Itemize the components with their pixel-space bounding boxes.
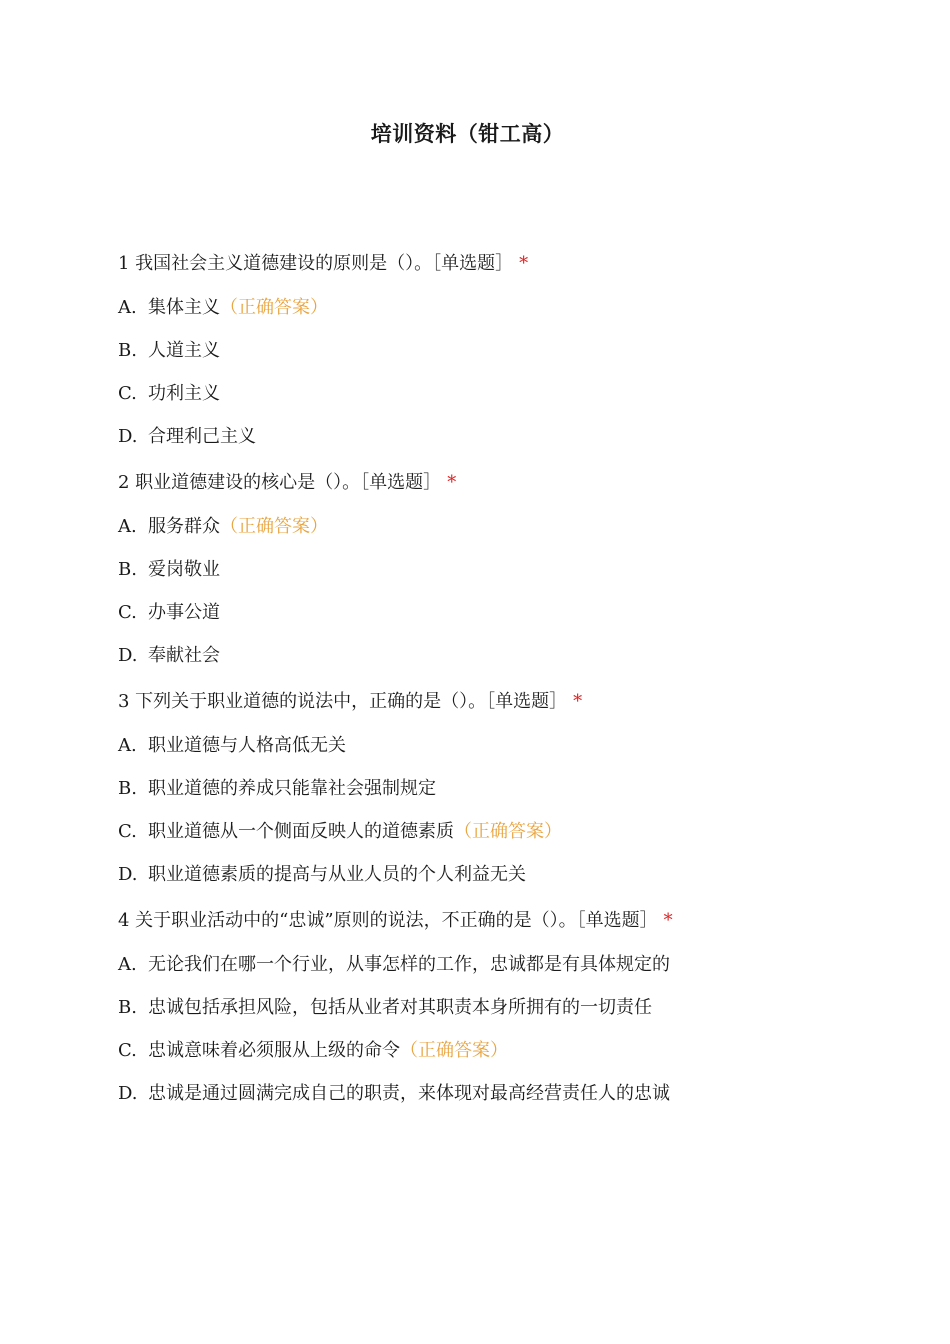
option-d[interactable] bbox=[118, 644, 748, 687]
required-marker: * bbox=[663, 910, 673, 931]
question-text bbox=[118, 471, 748, 495]
option-letter: B. bbox=[118, 997, 137, 1018]
question-3 bbox=[118, 690, 748, 906]
option-letter: D. bbox=[118, 645, 138, 666]
question-stem: 4 关于职业活动中的“忠诚”原则的说法，不正确的是（）。［单选题］ bbox=[118, 910, 658, 931]
option-text: 职业道德素质的提高与从业人员的个人利益无关 bbox=[148, 864, 526, 885]
question-1 bbox=[118, 252, 748, 468]
option-a[interactable] bbox=[118, 953, 748, 996]
option-letter: D. bbox=[118, 1083, 138, 1104]
option-b[interactable] bbox=[118, 339, 748, 382]
option-c[interactable] bbox=[118, 1039, 748, 1082]
option-text: 忠诚包括承担风险，包括从业者对其职责本身所拥有的一切责任 bbox=[148, 997, 652, 1018]
option-text: 职业道德从一个侧面反映人的道德素质 bbox=[148, 821, 454, 842]
option-text: 合理利己主义 bbox=[148, 426, 256, 447]
option-a[interactable] bbox=[118, 734, 748, 777]
option-a[interactable] bbox=[118, 515, 748, 558]
option-letter: D. bbox=[118, 864, 138, 885]
required-marker: * bbox=[519, 253, 529, 274]
option-text: 忠诚是通过圆满完成自己的职责，来体现对最高经营责任人的忠诚 bbox=[148, 1083, 670, 1104]
question-stem: 2 职业道德建设的核心是（）。［单选题］ bbox=[118, 472, 442, 493]
question-2 bbox=[118, 471, 748, 687]
required-marker: * bbox=[573, 691, 583, 712]
option-text: 服务群众 bbox=[148, 516, 220, 537]
question-text bbox=[118, 252, 748, 276]
question-list bbox=[118, 252, 748, 1125]
correct-answer-tag: （正确答案） bbox=[220, 516, 328, 537]
correct-answer-tag: （正确答案） bbox=[400, 1040, 508, 1061]
option-d[interactable] bbox=[118, 425, 748, 468]
option-b[interactable] bbox=[118, 777, 748, 820]
option-letter: C. bbox=[118, 383, 137, 404]
option-letter: A. bbox=[118, 954, 137, 975]
option-letter: C. bbox=[118, 602, 137, 623]
question-4 bbox=[118, 909, 748, 1125]
option-b[interactable] bbox=[118, 558, 748, 601]
option-letter: A. bbox=[118, 297, 137, 318]
option-letter: B. bbox=[118, 778, 137, 799]
option-letter: B. bbox=[118, 559, 137, 580]
option-letter: A. bbox=[118, 516, 137, 537]
question-stem: 1 我国社会主义道德建设的原则是（）。［单选题］ bbox=[118, 253, 514, 274]
option-text: 人道主义 bbox=[148, 340, 220, 361]
option-text: 爱岗敬业 bbox=[148, 559, 220, 580]
question-text bbox=[118, 690, 748, 714]
option-text: 职业道德与人格高低无关 bbox=[148, 735, 346, 756]
option-b[interactable] bbox=[118, 996, 748, 1039]
option-letter: B. bbox=[118, 340, 137, 361]
correct-answer-tag: （正确答案） bbox=[454, 821, 562, 842]
option-text: 无论我们在哪一个行业，从事怎样的工作，忠诚都是有具体规定的 bbox=[148, 954, 670, 975]
option-c[interactable] bbox=[118, 382, 748, 425]
required-marker: * bbox=[447, 472, 457, 493]
correct-answer-tag: （正确答案） bbox=[220, 297, 328, 318]
option-text: 办事公道 bbox=[148, 602, 220, 623]
document-title: 培训资料（钳工高） bbox=[370, 122, 565, 146]
question-text bbox=[118, 909, 740, 933]
question-stem: 3 下列关于职业道德的说法中，正确的是（）。［单选题］ bbox=[118, 691, 568, 712]
option-text: 职业道德的养成只能靠社会强制规定 bbox=[148, 778, 436, 799]
option-a[interactable] bbox=[118, 296, 748, 339]
option-letter: A. bbox=[118, 735, 137, 756]
option-text: 忠诚意味着必须服从上级的命令 bbox=[148, 1040, 400, 1061]
option-text: 功利主义 bbox=[148, 383, 220, 404]
option-d[interactable] bbox=[118, 863, 748, 906]
option-d[interactable] bbox=[118, 1082, 748, 1125]
option-c[interactable] bbox=[118, 820, 748, 863]
option-text: 奉献社会 bbox=[148, 645, 220, 666]
option-text: 集体主义 bbox=[148, 297, 220, 318]
option-letter: C. bbox=[118, 821, 137, 842]
option-letter: C. bbox=[118, 1040, 137, 1061]
option-c[interactable] bbox=[118, 601, 748, 644]
option-letter: D. bbox=[118, 426, 138, 447]
